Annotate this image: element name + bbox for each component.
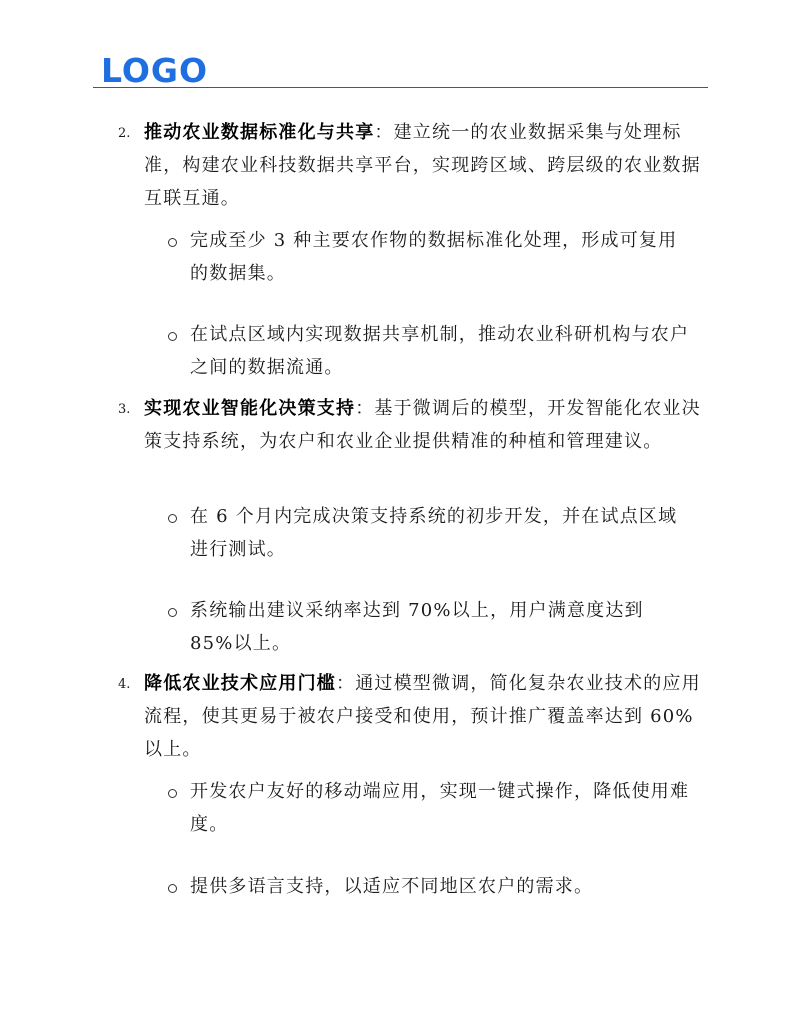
item-colon: ： [355, 398, 375, 419]
sub-item-text: 系统输出建议采纳率达到 70%以上，用户满意度达到 85%以上。 [190, 600, 644, 654]
hollow-bullet-icon [168, 332, 177, 341]
item-number: 3. [118, 402, 131, 417]
sub-item-text: 开发农户友好的移动端应用，实现一键式操作，降低使用难度。 [190, 781, 690, 835]
hollow-bullet-icon [168, 514, 177, 523]
item-number: 2. [118, 126, 131, 141]
item-text [144, 667, 710, 766]
item-colon: ： [374, 122, 394, 143]
item-body: 建立统一的农业数据采集与处理标准，构建农业科技数据共享平台，实现跨区域、跨层级的农业数据互联互通。 [144, 122, 701, 209]
hollow-bullet-icon [168, 789, 177, 798]
item-number: 4. [118, 677, 131, 692]
hollow-bullet-icon [168, 238, 177, 247]
item-title: 降低农业技术应用门槛 [144, 673, 336, 694]
item-body: 通过模型微调，简化复杂农业技术的应用流程，使其更易于被农户接受和使用，预计推广覆盖率达到 60%以上。 [144, 673, 701, 760]
item-text [144, 116, 710, 215]
item-body: 基于微调后的模型，开发智能化农业决策支持系统，为农户和农业企业提供精准的种植和管理建议。 [144, 398, 701, 452]
item-text [144, 392, 710, 458]
sub-item-text: 在试点区域内实现数据共享机制，推动农业科研机构与农户之间的数据流通。 [190, 324, 690, 378]
item-title: 推动农业数据标准化与共享 [144, 122, 375, 143]
item-title: 实现农业智能化决策支持 [144, 398, 356, 419]
sub-item-text: 在 6 个月内完成决策支持系统的初步开发，并在试点区域进行测试。 [190, 506, 678, 560]
item-colon: ： [336, 673, 356, 694]
sub-item-text: 提供多语言支持，以适应不同地区农户的需求。 [190, 876, 594, 897]
logo: LOGO [101, 51, 209, 90]
hollow-bullet-icon [168, 608, 177, 617]
hollow-bullet-icon [168, 884, 177, 893]
sub-item-text: 完成至少 3 种主要农作物的数据标准化处理，形成可复用的数据集。 [190, 230, 678, 284]
header-divider [93, 87, 708, 88]
